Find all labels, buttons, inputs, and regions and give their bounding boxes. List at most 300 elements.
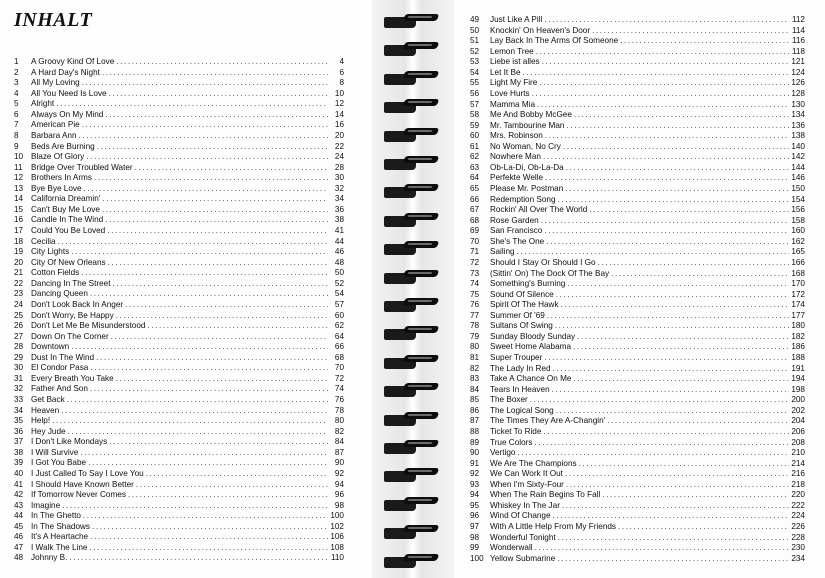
toc-entry-number: 56 bbox=[470, 88, 480, 98]
toc-dot-leader bbox=[565, 184, 789, 195]
toc-entry bbox=[470, 216, 805, 227]
toc-entry-title: Father And Son bbox=[31, 384, 88, 394]
toc-entry-number: 64 bbox=[470, 173, 480, 183]
spiral-ring bbox=[382, 326, 440, 340]
toc-entry bbox=[14, 395, 344, 406]
toc-entry-title: Lay Back In The Arms Of Someone bbox=[490, 36, 619, 46]
toc-entry-number: 43 bbox=[14, 500, 24, 510]
toc-entry-title: City Of New Orleans bbox=[31, 257, 106, 267]
toc-dot-leader bbox=[579, 459, 789, 470]
toc-entry-title: Nowhere Man bbox=[490, 152, 541, 162]
toc-entry bbox=[470, 57, 805, 68]
toc-dot-leader bbox=[128, 490, 328, 501]
toc-entry-number: 83 bbox=[470, 374, 480, 384]
toc-entry-number: 100 bbox=[470, 553, 484, 563]
toc-entry-title: I Got You Babe bbox=[31, 458, 87, 468]
toc-entry bbox=[14, 279, 344, 290]
toc-entry bbox=[14, 163, 344, 174]
toc-entry-number: 26 bbox=[14, 321, 24, 331]
toc-entry bbox=[14, 99, 344, 110]
toc-entry-title: Beds Are Burning bbox=[31, 141, 95, 151]
toc-dot-leader bbox=[135, 163, 328, 174]
toc-entry-number: 62 bbox=[470, 152, 480, 162]
spiral-ring bbox=[382, 213, 440, 227]
toc-entry-title: The Times They Are A-Changin' bbox=[490, 416, 606, 426]
toc-entry-number: 71 bbox=[470, 247, 480, 257]
toc-dot-leader bbox=[534, 438, 789, 449]
toc-entry bbox=[14, 427, 344, 438]
toc-entry-page: 202 bbox=[791, 405, 805, 415]
toc-entry-title: Please Mr. Postman bbox=[490, 184, 564, 193]
spiral-ring bbox=[382, 241, 440, 255]
toc-dot-leader bbox=[530, 395, 789, 406]
toc-entry-title: Don't Look Back In Anger bbox=[31, 299, 124, 309]
toc-entry-page: 218 bbox=[791, 479, 805, 489]
toc-entry bbox=[14, 406, 344, 417]
ring-highlight bbox=[408, 73, 432, 75]
toc-dot-leader bbox=[618, 522, 789, 533]
toc-entry-page: 170 bbox=[791, 279, 805, 289]
toc-entry bbox=[470, 47, 805, 58]
toc-entry bbox=[470, 332, 805, 343]
toc-entry bbox=[14, 226, 344, 237]
toc-entry-number: 86 bbox=[470, 405, 480, 415]
toc-entry bbox=[14, 384, 344, 395]
toc-entry bbox=[14, 173, 344, 184]
toc-entry-page: 204 bbox=[791, 416, 805, 426]
toc-dot-leader bbox=[116, 57, 328, 68]
toc-entry-title: American Pie bbox=[31, 120, 80, 130]
toc-entry-number: 15 bbox=[14, 204, 24, 214]
toc-entry-page: 226 bbox=[791, 522, 805, 531]
toc-dot-leader bbox=[558, 195, 789, 206]
toc-entry bbox=[470, 36, 805, 47]
ring-highlight bbox=[408, 385, 432, 387]
toc-entry-number: 32 bbox=[14, 384, 24, 394]
toc-dot-leader bbox=[562, 501, 789, 512]
toc-entry-number: 11 bbox=[14, 162, 23, 172]
toc-dot-leader bbox=[556, 406, 789, 417]
toc-entry bbox=[470, 342, 805, 353]
toc-entry-page: 8 bbox=[339, 78, 344, 88]
toc-entry-page: 220 bbox=[791, 490, 805, 500]
ring-highlight bbox=[408, 158, 432, 160]
toc-entry-number: 45 bbox=[14, 521, 24, 531]
spiral-ring bbox=[382, 355, 440, 369]
ring-highlight bbox=[408, 300, 432, 302]
right-page bbox=[454, 0, 825, 578]
toc-entry bbox=[470, 533, 805, 544]
spiral-ring bbox=[382, 468, 440, 482]
toc-entry-title: Don't Worry, Be Happy bbox=[31, 310, 114, 320]
toc-entry-number: 91 bbox=[470, 458, 480, 468]
toc-entry-number: 72 bbox=[470, 257, 480, 267]
toc-entry-number: 65 bbox=[470, 184, 480, 193]
ring-highlight bbox=[408, 556, 432, 558]
toc-entry-page: 22 bbox=[334, 141, 344, 151]
toc-entry-title: Tears In Heaven bbox=[490, 384, 550, 394]
toc-dot-leader bbox=[611, 269, 789, 280]
toc-entry-title: Whiskey In The Jar bbox=[490, 500, 560, 510]
toc-entry bbox=[470, 237, 805, 248]
toc-entry-page: 206 bbox=[791, 426, 805, 436]
toc-entry-number: 25 bbox=[14, 310, 24, 320]
toc-entry-number: 44 bbox=[14, 511, 24, 521]
toc-dot-leader bbox=[71, 247, 328, 258]
toc-dot-leader bbox=[544, 226, 789, 237]
toc-entry-page: 130 bbox=[791, 99, 805, 109]
toc-entry bbox=[14, 89, 344, 100]
toc-entry-title: Just Like A Pill bbox=[490, 15, 543, 24]
toc-dot-leader bbox=[573, 374, 789, 385]
toc-entry-title: Can't Buy Me Love bbox=[31, 204, 100, 214]
toc-entry bbox=[470, 543, 805, 554]
toc-entry-number: 74 bbox=[470, 279, 480, 289]
toc-entry-title: California Dreamin' bbox=[31, 194, 101, 204]
toc-entry-page: 160 bbox=[791, 226, 805, 236]
toc-entry-number: 24 bbox=[14, 299, 24, 309]
toc-entry-title: Me And Bobby McGee bbox=[490, 110, 572, 120]
toc-dot-leader bbox=[539, 78, 789, 89]
toc-entry-title: (Sittin' On) The Dock Of The Bay bbox=[490, 268, 610, 278]
toc-entry bbox=[470, 469, 805, 480]
toc-dot-leader bbox=[573, 342, 789, 353]
toc-entry bbox=[470, 100, 805, 111]
toc-entry-page: 210 bbox=[791, 448, 805, 458]
ring-highlight bbox=[408, 101, 432, 103]
toc-entry-number: 27 bbox=[14, 331, 24, 341]
toc-entry-page: 230 bbox=[791, 543, 805, 553]
toc-entry-page: 216 bbox=[791, 469, 805, 479]
toc-entry-page: 188 bbox=[791, 353, 805, 362]
toc-entry-number: 48 bbox=[14, 553, 24, 563]
toc-entry-page: 158 bbox=[791, 215, 805, 225]
toc-entry-page: 106 bbox=[330, 532, 344, 542]
toc-entry-number: 10 bbox=[14, 152, 24, 162]
toc-entry-number: 37 bbox=[14, 437, 24, 447]
toc-entry-number: 9 bbox=[14, 141, 19, 151]
toc-entry bbox=[14, 300, 344, 311]
toc-dot-leader bbox=[553, 364, 789, 375]
toc-entry-title: Something's Burning bbox=[490, 279, 566, 289]
toc-entry-title: No Woman, No Cry bbox=[490, 141, 561, 151]
ring-highlight bbox=[408, 527, 432, 529]
toc-entry-title: Mrs. Robinson bbox=[490, 131, 543, 141]
spiral-ring bbox=[382, 383, 440, 397]
toc-entry-page: 165 bbox=[791, 247, 805, 257]
toc-entry-title: City Lights bbox=[31, 247, 70, 257]
toc-dot-leader bbox=[88, 458, 328, 469]
toc-entry-page: 168 bbox=[791, 268, 805, 278]
spiral-ring bbox=[382, 270, 440, 284]
toc-dot-leader bbox=[92, 522, 328, 533]
toc-entry bbox=[14, 258, 344, 269]
spiral-ring bbox=[382, 71, 440, 85]
toc-entry-page: 116 bbox=[791, 36, 805, 46]
toc-dot-leader bbox=[542, 57, 789, 68]
toc-entry-title: San Francisco bbox=[490, 226, 543, 236]
toc-entry-page: 87 bbox=[334, 447, 344, 457]
toc-entry-number: 82 bbox=[470, 363, 480, 373]
toc-entry-title: Knockin' On Heaven's Door bbox=[490, 25, 591, 35]
toc-entry-title: The Logical Song bbox=[490, 405, 554, 415]
toc-entry-page: 94 bbox=[334, 479, 344, 489]
toc-entry-title: Help! bbox=[31, 416, 51, 426]
toc-entry bbox=[14, 458, 344, 469]
toc-entry-title: I Should Have Known Better bbox=[31, 479, 134, 489]
toc-entry bbox=[14, 321, 344, 332]
toc-entry-title: Could You Be Loved bbox=[31, 226, 106, 235]
toc-entry bbox=[14, 522, 344, 533]
toc-entry-title: Liebe ist alles bbox=[490, 57, 540, 67]
toc-entry-title: Barbara Ann bbox=[31, 130, 77, 140]
toc-entry-page: 70 bbox=[334, 363, 344, 373]
toc-entry-number: 30 bbox=[14, 363, 24, 373]
toc-entry-number: 89 bbox=[470, 437, 480, 447]
ring-highlight bbox=[408, 16, 432, 18]
toc-dot-leader bbox=[116, 311, 328, 322]
toc-entry-title: The Lady In Red bbox=[490, 363, 551, 373]
toc-entry bbox=[14, 353, 344, 364]
toc-entry bbox=[470, 300, 805, 311]
ring-highlight bbox=[408, 357, 432, 359]
toc-entry-page: 166 bbox=[791, 257, 805, 267]
toc-entry bbox=[470, 438, 805, 449]
toc-entry bbox=[470, 511, 805, 522]
toc-entry-number: 79 bbox=[470, 331, 480, 341]
toc-entry bbox=[470, 195, 805, 206]
toc-entry-number: 46 bbox=[14, 532, 24, 542]
toc-entry bbox=[470, 522, 805, 533]
toc-entry-title: We Can Work It Out bbox=[490, 469, 563, 479]
toc-entry-title: Cotton Fields bbox=[31, 268, 80, 278]
toc-entry-page: 84 bbox=[334, 437, 344, 447]
toc-entry-page: 20 bbox=[334, 130, 344, 140]
toc-dot-leader bbox=[81, 268, 328, 279]
toc-entry-title: Down On The Corner bbox=[31, 331, 109, 341]
toc-entry bbox=[14, 311, 344, 322]
toc-entry-page: 128 bbox=[791, 88, 805, 98]
toc-entry-title: I Don't Like Mondays bbox=[31, 437, 108, 447]
toc-entry-title: Mr. Tambourine Man bbox=[490, 120, 565, 130]
toc-entry-page: 118 bbox=[791, 46, 805, 56]
toc-entry-page: 36 bbox=[334, 204, 344, 214]
toc-dot-leader bbox=[577, 332, 789, 343]
toc-dot-leader bbox=[545, 173, 789, 184]
toc-entry-title: Rose Garden bbox=[490, 215, 539, 225]
toc-entry bbox=[470, 459, 805, 470]
toc-entry-title: Sound Of Silence bbox=[490, 289, 554, 299]
toc-entry-page: 198 bbox=[791, 384, 805, 394]
toc-entry-page: 124 bbox=[791, 67, 805, 77]
toc-dot-leader bbox=[537, 100, 789, 111]
toc-entry-number: 77 bbox=[470, 310, 480, 320]
toc-list-left bbox=[14, 57, 344, 564]
spiral-ring bbox=[382, 525, 440, 539]
toc-entry-number: 59 bbox=[470, 120, 480, 130]
toc-entry-title: With A Little Help From My Friends bbox=[490, 522, 617, 531]
toc-entry bbox=[14, 120, 344, 131]
toc-entry-page: 90 bbox=[334, 458, 344, 468]
toc-dot-leader bbox=[90, 532, 328, 543]
toc-list-right bbox=[470, 15, 805, 564]
ring-highlight bbox=[408, 130, 432, 132]
toc-entry-number: 36 bbox=[14, 426, 24, 436]
toc-entry bbox=[14, 490, 344, 501]
ring-highlight bbox=[408, 499, 432, 501]
toc-entry-number: 4 bbox=[14, 88, 19, 98]
toc-entry-number: 78 bbox=[470, 321, 480, 331]
toc-dot-leader bbox=[84, 184, 328, 195]
toc-dot-leader bbox=[108, 258, 328, 269]
toc-entry bbox=[14, 553, 344, 564]
toc-entry-page: 172 bbox=[791, 289, 805, 299]
toc-entry-number: 5 bbox=[14, 99, 19, 109]
toc-entry-page: 4 bbox=[339, 57, 344, 66]
toc-entry-page: 140 bbox=[791, 141, 805, 151]
toc-entry bbox=[470, 152, 805, 163]
toc-entry-number: 94 bbox=[470, 490, 480, 500]
toc-dot-leader bbox=[543, 427, 789, 438]
toc-entry-page: 44 bbox=[334, 236, 344, 246]
toc-entry-number: 50 bbox=[470, 25, 480, 35]
toc-entry-page: 214 bbox=[791, 458, 805, 468]
toc-entry bbox=[470, 247, 805, 258]
toc-entry bbox=[470, 142, 805, 153]
toc-entry-number: 13 bbox=[14, 183, 24, 193]
toc-entry-page: 92 bbox=[334, 468, 344, 478]
toc-entry-page: 78 bbox=[334, 405, 344, 415]
toc-dot-leader bbox=[517, 247, 789, 258]
toc-entry-title: Spirit Of The Hawk bbox=[490, 300, 559, 310]
toc-dot-leader bbox=[102, 68, 328, 79]
toc-dot-leader bbox=[567, 279, 789, 290]
toc-entry-page: 57 bbox=[334, 299, 344, 309]
toc-entry bbox=[14, 268, 344, 279]
toc-entry-number: 92 bbox=[470, 469, 480, 479]
toc-entry bbox=[470, 490, 805, 501]
toc-entry-title: Dust In The Wind bbox=[31, 352, 95, 362]
spiral-ring bbox=[382, 128, 440, 142]
toc-entry-page: 146 bbox=[791, 173, 805, 183]
toc-entry bbox=[14, 215, 344, 226]
toc-entry bbox=[470, 406, 805, 417]
toc-entry bbox=[14, 194, 344, 205]
toc-entry-number: 28 bbox=[14, 342, 24, 352]
toc-entry-page: 121 bbox=[791, 57, 805, 67]
toc-entry-number: 75 bbox=[470, 289, 480, 299]
spiral-ring bbox=[382, 497, 440, 511]
toc-entry-title: Ticket To Ride bbox=[490, 426, 542, 436]
toc-entry bbox=[470, 68, 805, 79]
toc-entry bbox=[470, 258, 805, 269]
toc-dot-leader bbox=[532, 89, 789, 100]
toc-entry-number: 96 bbox=[470, 511, 480, 521]
toc-entry bbox=[470, 131, 805, 142]
toc-entry-page: 41 bbox=[334, 226, 344, 235]
toc-entry bbox=[14, 332, 344, 343]
toc-entry-number: 84 bbox=[470, 384, 480, 394]
toc-entry-number: 87 bbox=[470, 416, 480, 426]
toc-entry bbox=[14, 152, 344, 163]
toc-entry-page: 134 bbox=[791, 110, 805, 120]
toc-entry-number: 21 bbox=[14, 268, 24, 278]
toc-entry-title: Wonderwall bbox=[490, 543, 533, 553]
toc-entry-number: 97 bbox=[470, 522, 480, 531]
toc-entry-title: Love Hurts bbox=[490, 88, 530, 98]
toc-entry-number: 31 bbox=[14, 373, 24, 383]
toc-entry-page: 96 bbox=[334, 490, 344, 500]
toc-dot-leader bbox=[535, 543, 789, 554]
toc-entry-title: Sultans Of Swing bbox=[490, 321, 553, 331]
toc-entry-page: 126 bbox=[791, 78, 805, 88]
toc-entry bbox=[470, 226, 805, 237]
toc-entry-page: 54 bbox=[334, 289, 344, 299]
spiral-ring bbox=[382, 156, 440, 170]
toc-dot-leader bbox=[545, 131, 789, 142]
toc-entry-page: 174 bbox=[791, 300, 805, 310]
toc-entry-page: 150 bbox=[791, 184, 805, 193]
toc-entry-page: 76 bbox=[334, 395, 344, 404]
toc-dot-leader bbox=[553, 511, 789, 522]
toc-entry-page: 112 bbox=[791, 15, 805, 24]
toc-entry-title: Blaze Of Glory bbox=[31, 152, 85, 162]
toc-dot-leader bbox=[136, 480, 328, 491]
toc-entry-title: All My Loving bbox=[31, 78, 80, 88]
toc-entry bbox=[470, 416, 805, 427]
toc-entry-number: 95 bbox=[470, 500, 480, 510]
toc-entry-number: 34 bbox=[14, 405, 24, 415]
toc-dot-leader bbox=[566, 121, 789, 132]
toc-entry-number: 60 bbox=[470, 131, 480, 141]
toc-entry-title: Yellow Submarine bbox=[490, 553, 556, 563]
toc-entry-page: 24 bbox=[334, 152, 344, 162]
page-title: INHALT bbox=[14, 9, 93, 31]
toc-entry bbox=[470, 290, 805, 301]
toc-entry-title: Johnny B. bbox=[31, 553, 68, 563]
spiral-ring bbox=[382, 184, 440, 198]
toc-dot-leader bbox=[565, 469, 789, 480]
toc-entry-number: 17 bbox=[14, 226, 24, 235]
toc-entry-number: 76 bbox=[470, 300, 480, 310]
toc-entry-number: 39 bbox=[14, 458, 24, 468]
toc-entry bbox=[14, 480, 344, 491]
toc-entry-number: 52 bbox=[470, 46, 480, 56]
toc-entry-page: 162 bbox=[791, 236, 805, 246]
toc-entry-title: Should I Stay Or Should I Go bbox=[490, 257, 596, 267]
toc-entry-title: We Are The Champions bbox=[490, 458, 577, 468]
toc-dot-leader bbox=[71, 342, 328, 353]
toc-dot-leader bbox=[90, 289, 328, 300]
toc-entry-title: Wind Of Change bbox=[490, 511, 551, 521]
toc-entry bbox=[14, 437, 344, 448]
toc-entry bbox=[470, 163, 805, 174]
toc-entry-page: 60 bbox=[334, 310, 344, 320]
toc-dot-leader bbox=[56, 99, 328, 110]
toc-entry bbox=[470, 205, 805, 216]
toc-entry-number: 20 bbox=[14, 257, 24, 267]
toc-dot-leader bbox=[82, 120, 328, 131]
toc-entry-page: 182 bbox=[791, 331, 805, 341]
toc-entry-title: Candle In The Wind bbox=[31, 215, 104, 225]
toc-entry-page: 38 bbox=[334, 215, 344, 225]
toc-entry-title: In The Shadows bbox=[31, 521, 91, 531]
toc-entry bbox=[14, 469, 344, 480]
toc-entry bbox=[470, 269, 805, 280]
toc-entry-page: 46 bbox=[334, 247, 344, 257]
toc-entry-number: 3 bbox=[14, 78, 19, 88]
toc-entry-title: El Condor Pasa bbox=[31, 363, 89, 373]
